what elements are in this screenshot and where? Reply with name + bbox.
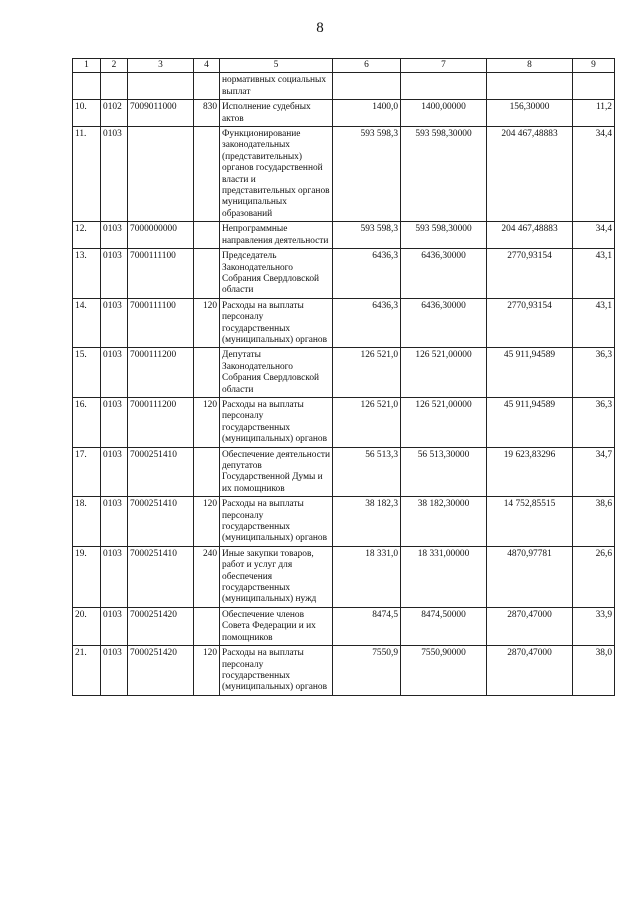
table-cell: 6436,30000 bbox=[401, 298, 487, 348]
table-cell: Депутаты Законодательного Собрания Свердловской области bbox=[220, 348, 333, 398]
table-cell: 7000251420 bbox=[128, 646, 194, 696]
table-cell: Расходы на выплаты персоналу государственных (муниципальных) органов bbox=[220, 298, 333, 348]
table-cell: 14 752,85515 bbox=[487, 497, 573, 547]
table-cell: 18 331,00000 bbox=[401, 546, 487, 607]
table-cell: 126 521,0 bbox=[333, 348, 401, 398]
table-cell: 38,6 bbox=[573, 497, 615, 547]
table-row bbox=[73, 546, 615, 607]
table-row bbox=[73, 348, 615, 398]
table-cell bbox=[194, 222, 220, 249]
table-row bbox=[73, 127, 615, 222]
table-row bbox=[73, 249, 615, 299]
table-cell: 19 623,83296 bbox=[487, 447, 573, 497]
table-cell: 38 182,30000 bbox=[401, 497, 487, 547]
table-cell bbox=[194, 73, 220, 100]
table-cell: 1400,00000 bbox=[401, 100, 487, 127]
table-cell: 0103 bbox=[101, 646, 128, 696]
table-row bbox=[73, 222, 615, 249]
table-cell: Функционирование законодательных (представительных) органов государственной власти и представительных органов муниципальных образований bbox=[220, 127, 333, 222]
table-cell bbox=[194, 127, 220, 222]
table-cell: 0103 bbox=[101, 222, 128, 249]
table-cell: 7550,9 bbox=[333, 646, 401, 696]
table-cell: 593 598,30000 bbox=[401, 127, 487, 222]
table-cell: 38 182,3 bbox=[333, 497, 401, 547]
table-row bbox=[73, 607, 615, 645]
table-cell: Обеспечение деятельности депутатов Государственной Думы и их помощников bbox=[220, 447, 333, 497]
table-cell: 0103 bbox=[101, 249, 128, 299]
table-cell: 6436,3 bbox=[333, 298, 401, 348]
table-cell: Расходы на выплаты персоналу государственных (муниципальных) органов bbox=[220, 397, 333, 447]
table-cell: 1400,0 bbox=[333, 100, 401, 127]
table-cell: 26,6 bbox=[573, 546, 615, 607]
table-cell: 7000251410 bbox=[128, 447, 194, 497]
table-cell: 14. bbox=[73, 298, 101, 348]
table-cell: 593 598,3 bbox=[333, 127, 401, 222]
table-cell: 4870,97781 bbox=[487, 546, 573, 607]
table-row bbox=[73, 298, 615, 348]
table-cell: 7550,90000 bbox=[401, 646, 487, 696]
table-cell bbox=[194, 447, 220, 497]
table-cell: 0103 bbox=[101, 607, 128, 645]
table-cell: 21. bbox=[73, 646, 101, 696]
table-cell: 830 bbox=[194, 100, 220, 127]
table-cell: 33,9 bbox=[573, 607, 615, 645]
table-cell: Непрограммные направления деятельности bbox=[220, 222, 333, 249]
table-cell: 0103 bbox=[101, 447, 128, 497]
page-number: 8 bbox=[316, 20, 324, 36]
table-cell: 45 911,94589 bbox=[487, 397, 573, 447]
table-cell: 8474,5 bbox=[333, 607, 401, 645]
table-cell bbox=[101, 73, 128, 100]
table-cell: Расходы на выплаты персоналу государственных (муниципальных) органов bbox=[220, 646, 333, 696]
table-cell bbox=[487, 73, 573, 100]
table-cell: 20. bbox=[73, 607, 101, 645]
column-header-1: 1 bbox=[73, 59, 101, 73]
table-cell: 126 521,00000 bbox=[401, 348, 487, 398]
table-row bbox=[73, 100, 615, 127]
table-cell: Председатель Законодательного Собрания Свердловской области bbox=[220, 249, 333, 299]
table-cell: 34,7 bbox=[573, 447, 615, 497]
column-header-8: 8 bbox=[487, 59, 573, 73]
table-cell: 11. bbox=[73, 127, 101, 222]
table-row bbox=[73, 73, 615, 100]
table-cell: 12. bbox=[73, 222, 101, 249]
table-cell: 0103 bbox=[101, 348, 128, 398]
table-cell: 43,1 bbox=[573, 249, 615, 299]
table-cell: Расходы на выплаты персоналу государственных (муниципальных) органов bbox=[220, 497, 333, 547]
table-cell: 593 598,30000 bbox=[401, 222, 487, 249]
table-cell: 34,4 bbox=[573, 222, 615, 249]
table-cell: 204 467,48883 bbox=[487, 127, 573, 222]
table-cell: 16. bbox=[73, 397, 101, 447]
table-cell: 34,4 bbox=[573, 127, 615, 222]
table-cell bbox=[194, 348, 220, 398]
table-cell bbox=[73, 73, 101, 100]
table-cell: 7000251420 bbox=[128, 607, 194, 645]
table-cell: 0103 bbox=[101, 397, 128, 447]
table-cell: 2870,47000 bbox=[487, 607, 573, 645]
table-cell: Обеспечение членов Совета Федерации и их помощников bbox=[220, 607, 333, 645]
column-header-6: 6 bbox=[333, 59, 401, 73]
table-cell: 126 521,0 bbox=[333, 397, 401, 447]
table-cell: 13. bbox=[73, 249, 101, 299]
table-cell: 120 bbox=[194, 298, 220, 348]
table-cell: 10. bbox=[73, 100, 101, 127]
table-cell bbox=[128, 73, 194, 100]
table-cell: 18 331,0 bbox=[333, 546, 401, 607]
table-cell: 0102 bbox=[101, 100, 128, 127]
table-cell: Исполнение судебных актов bbox=[220, 100, 333, 127]
table-cell: 56 513,3 bbox=[333, 447, 401, 497]
column-header-5: 5 bbox=[220, 59, 333, 73]
table-cell: 56 513,30000 bbox=[401, 447, 487, 497]
table-cell: 2770,93154 bbox=[487, 249, 573, 299]
table-row bbox=[73, 397, 615, 447]
table-cell: 7000251410 bbox=[128, 497, 194, 547]
table-cell: 593 598,3 bbox=[333, 222, 401, 249]
table-cell: 36,3 bbox=[573, 348, 615, 398]
table-cell: 120 bbox=[194, 497, 220, 547]
table-cell: 19. bbox=[73, 546, 101, 607]
table-cell bbox=[333, 73, 401, 100]
table-row bbox=[73, 497, 615, 547]
table-cell: 0103 bbox=[101, 546, 128, 607]
column-header-2: 2 bbox=[101, 59, 128, 73]
table-cell: 2870,47000 bbox=[487, 646, 573, 696]
table-cell: 7009011000 bbox=[128, 100, 194, 127]
table-cell bbox=[401, 73, 487, 100]
table-cell: 7000111200 bbox=[128, 348, 194, 398]
table-cell: 0103 bbox=[101, 127, 128, 222]
table-cell: 6436,30000 bbox=[401, 249, 487, 299]
table-cell: 36,3 bbox=[573, 397, 615, 447]
table-cell: 38,0 bbox=[573, 646, 615, 696]
table-cell: 6436,3 bbox=[333, 249, 401, 299]
table-cell: 15. bbox=[73, 348, 101, 398]
table-cell: 120 bbox=[194, 397, 220, 447]
table-cell: нормативных социальных выплат bbox=[220, 73, 333, 100]
table-cell bbox=[194, 249, 220, 299]
table-cell: 7000111100 bbox=[128, 298, 194, 348]
table-cell bbox=[194, 607, 220, 645]
table-cell: 120 bbox=[194, 646, 220, 696]
table-cell: 7000111200 bbox=[128, 397, 194, 447]
table-cell: 8474,50000 bbox=[401, 607, 487, 645]
table-cell: 240 bbox=[194, 546, 220, 607]
table-cell: 7000111100 bbox=[128, 249, 194, 299]
budget-table bbox=[72, 58, 615, 696]
table-header-row bbox=[73, 59, 615, 73]
table-cell: 2770,93154 bbox=[487, 298, 573, 348]
column-header-7: 7 bbox=[401, 59, 487, 73]
column-header-3: 3 bbox=[128, 59, 194, 73]
table-cell: 45 911,94589 bbox=[487, 348, 573, 398]
column-header-9: 9 bbox=[573, 59, 615, 73]
table-cell: 7000000000 bbox=[128, 222, 194, 249]
table-row bbox=[73, 646, 615, 696]
table-cell: 0103 bbox=[101, 497, 128, 547]
table-cell: 0103 bbox=[101, 298, 128, 348]
table-body bbox=[73, 73, 615, 695]
table-cell: 156,30000 bbox=[487, 100, 573, 127]
table-cell: Иные закупки товаров, работ и услуг для обеспечения государственных (муниципальных) нужд bbox=[220, 546, 333, 607]
table-cell bbox=[128, 127, 194, 222]
table-cell: 43,1 bbox=[573, 298, 615, 348]
table-cell: 17. bbox=[73, 447, 101, 497]
table-row bbox=[73, 447, 615, 497]
table-cell: 18. bbox=[73, 497, 101, 547]
table-cell bbox=[573, 73, 615, 100]
column-header-4: 4 bbox=[194, 59, 220, 73]
table-cell: 204 467,48883 bbox=[487, 222, 573, 249]
table-cell: 11,2 bbox=[573, 100, 615, 127]
table-cell: 126 521,00000 bbox=[401, 397, 487, 447]
table-cell: 7000251410 bbox=[128, 546, 194, 607]
